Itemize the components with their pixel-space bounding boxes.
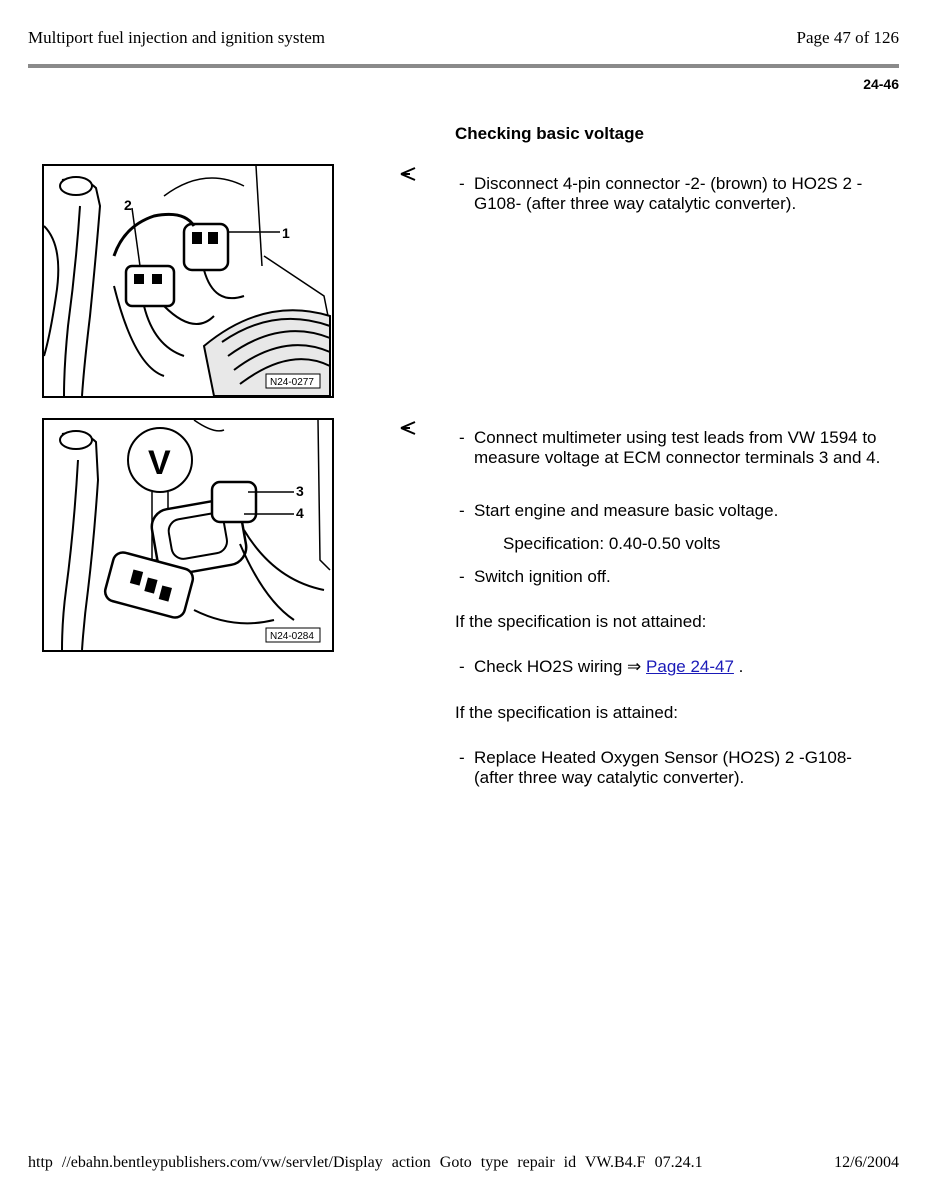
page-number: Page 47 of 126 xyxy=(796,28,899,47)
figure-label: 1 xyxy=(282,225,290,241)
figure-label: 2 xyxy=(124,197,132,213)
header-divider xyxy=(28,64,899,68)
section-heading: Checking basic voltage xyxy=(455,124,644,143)
multimeter-connector-illustration xyxy=(42,418,334,652)
pointer-arrow-icon xyxy=(399,166,417,182)
page-code: 24-46 xyxy=(863,76,899,92)
step-text: Switch ignition off. xyxy=(474,567,611,586)
figure-label: 4 xyxy=(296,505,304,521)
document-title: Multiport fuel injection and ignition system xyxy=(28,28,325,47)
list-item: - Connect multimeter using test leads from VW 1594 to measure voltage at ECM connector terminals 3 and 4. xyxy=(459,428,889,468)
specification-text: Specification: 0.40-0.50 volts xyxy=(503,534,721,553)
step-text: Check HO2S wiring ⇒ xyxy=(474,657,642,676)
step-text: Start engine and measure basic voltage. xyxy=(474,501,779,520)
figure-code: N24-0277 xyxy=(270,377,314,388)
condition-text: If the specification is not attained: xyxy=(455,612,707,631)
pointer-arrow-icon xyxy=(399,420,417,436)
voltmeter-label: V xyxy=(148,444,171,482)
list-item: - Switch ignition off. xyxy=(459,567,889,587)
multimeter-drawing xyxy=(44,420,332,650)
step-text: Replace Heated Oxygen Sensor (HO2S) 2 -G108- (after three way catalytic converter). xyxy=(474,748,852,787)
step-text: Disconnect 4-pin connector -2- (brown) to HO2S 2 -G108- (after three way catalytic converter). xyxy=(474,174,863,213)
figure-code: N24-0284 xyxy=(270,631,314,642)
connector-drawing xyxy=(44,166,332,396)
condition-text: If the specification is attained: xyxy=(455,703,679,722)
page-link[interactable]: Page 24-47 xyxy=(646,657,734,676)
figure-label: 3 xyxy=(296,483,304,499)
step-text: Connect multimeter using test leads from VW 1594 to measure voltage at ECM connector terminals 3 and 4. xyxy=(474,428,881,467)
list-item: - Replace Heated Oxygen Sensor (HO2S) 2 -G108- (after three way catalytic converter). xyxy=(459,748,889,788)
engine-connector-illustration xyxy=(42,164,334,398)
step-suffix: . xyxy=(738,657,744,676)
footer-date: 12/6/2004 xyxy=(834,1154,899,1171)
list-item: - Disconnect 4-pin connector -2- (brown) to HO2S 2 -G108- (after three way catalytic converter). xyxy=(459,174,889,214)
footer-url: http //ebahn.bentleypublishers.com/vw/servlet/Display action Goto type repair id VW.B4.F 07.24.1 xyxy=(28,1154,703,1171)
list-item: - Start engine and measure basic voltage. xyxy=(459,501,889,521)
list-item: - Check HO2S wiring ⇒ Page 24-47 . xyxy=(459,657,744,676)
